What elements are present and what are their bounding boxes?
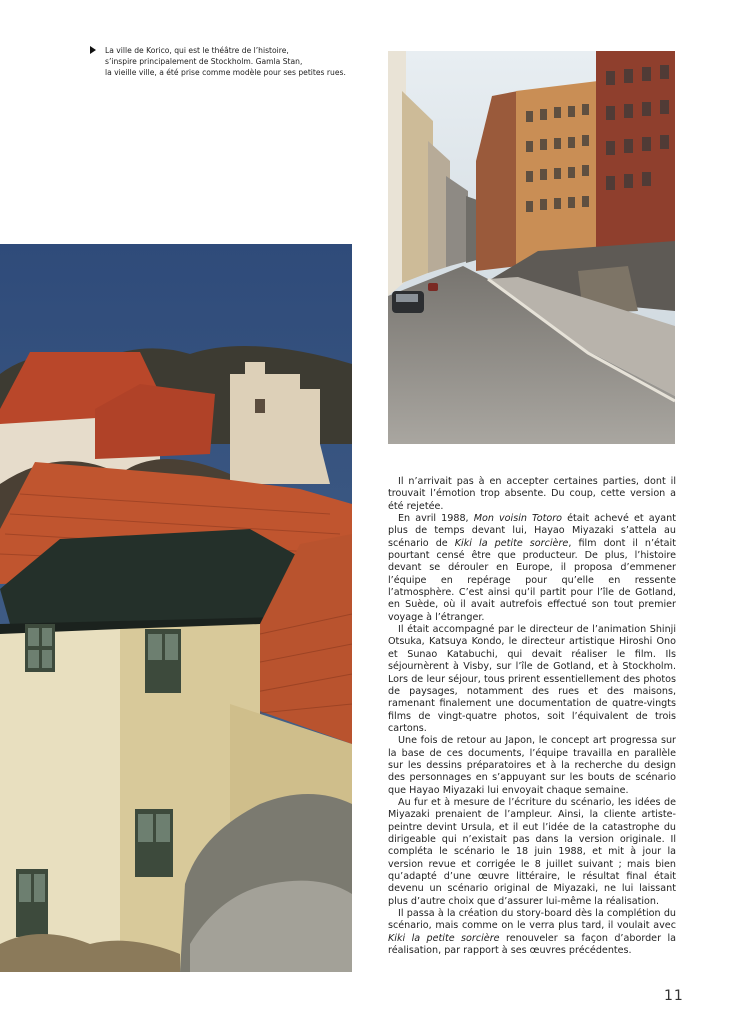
photo-caption: [90, 45, 370, 78]
paragraph: Une fois de retour au Japon, le concept art progressa sur la base de ces documents, l’équipe travailla en parallèle sur les dessins préparatoires et à la recherche du design des personnages en s’appuyant sur les bouts de scénario que Hayao Miyazaki lui envoyait chaque semaine.: [388, 735, 676, 796]
paragraph: Il était accompagné par le directeur de l’animation Shinji Otsuka, Katsuya Kondo, le directeur artistique Hiroshi Ono et Sunao Katabuchi, qui devait réaliser le film. Ils séjournèrent à Visby, sur l’île de Gotland, et à Stockholm. Lors de leur séjour, tous prirent essentiellement des photos de paysages, notamment des rues et des maisons, ramenant finalement une documentation de quatre-vingts films de vingt-quatre photos, soit l’équivalent de trois cartons.: [388, 624, 676, 734]
page-number: 11: [664, 988, 684, 1004]
article-body: [388, 476, 676, 957]
text-run: , film dont il n’était pourtant censé être que producteur. De plus, l’histoire devant se dérouler en Europe, il proposa d’emmener l’équipe en repérage pour qu’elle en ressente l’atmosphère. C’est ainsi qu’il partit pour l’île de Gotland, en Suède, où il avait autrefois effectué son tout premier voyage à l’étranger.: [388, 537, 676, 623]
paragraph: [388, 513, 676, 624]
street-photo: [388, 51, 675, 444]
text-run: était achevé et ayant plus de temps devant lui, Hayao Miyazaki s’attela au scénario de: [388, 513, 676, 549]
film-title: Kiki la petite sorcière: [388, 932, 500, 944]
houses-photo: [0, 244, 352, 972]
text-run: renouveler sa façon d’aborder la réalisation, par rapport à ses œuvres précédentes.: [388, 932, 676, 957]
caption-line: La ville de Korico, qui est le théâtre de l’histoire,: [105, 46, 289, 55]
text-run: Il passa à la création du story-board dès la complétion du scénario, mais comme on le verra plus tard, il voulait avec: [388, 908, 676, 932]
paragraph: Au fur et à mesure de l’écriture du scénario, les idées de Miyazaki prenaient de l’ampleur. Ainsi, la cliente artiste-peintre devint Ursula, et il eut l’idée de la catastrophe du dirigeable qui n’existait pas dans la version originale. Il compléta le scénario le 18 juin 1988, et mit à jour la version revue et corrigée le 8 juillet suivant ; mais bien qu’adapté d’une œuvre littéraire, le résultat final était devenu un scénario original de Miyazaki, ne lui laissant plus d’autre choix que d’assurer lui-même la réalisation.: [388, 796, 676, 907]
film-title: Mon voisin Totoro: [473, 513, 563, 525]
paragraph: [388, 908, 676, 957]
caption-arrow-icon: [90, 46, 96, 54]
caption-line: la vieille ville, a été prise comme modèle pour ses petites rues.: [105, 68, 346, 77]
text-run: En avril 1988,: [398, 513, 474, 525]
caption-line: s’inspire principalement de Stockholm. Gamla Stan,: [105, 57, 303, 66]
film-title: Kiki la petite sorcière: [454, 537, 569, 549]
paragraph: Il n’arrivait pas à en accepter certaines parties, dont il trouvait l’émotion trop absente. Du coup, cette version a été rejetée.: [388, 476, 676, 512]
